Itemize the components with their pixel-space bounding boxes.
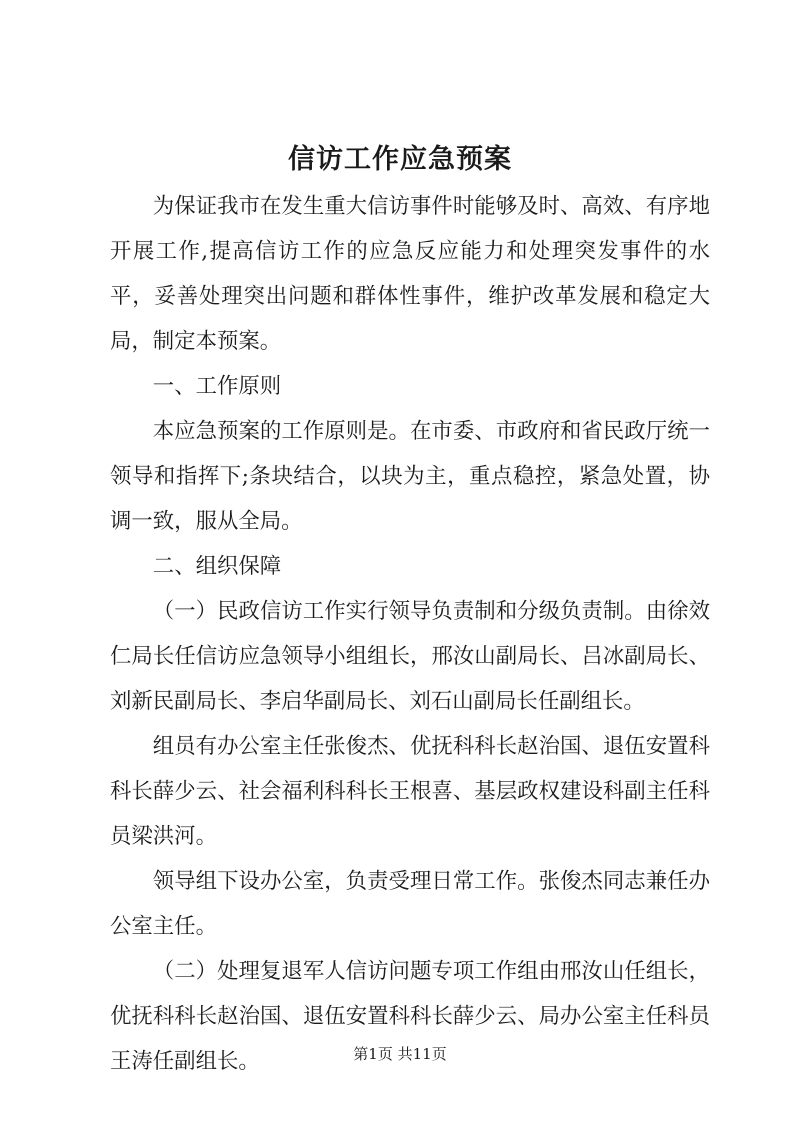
paragraph-principles: 本应急预案的工作原则是。在市委、市政府和省民政厅统一领导和指挥下;条块结合，以块为主，重点稳控，紧急处置，协调一致，服从全局。 — [110, 419, 710, 534]
paragraph-veterans-group: （二）处理复退军人信访问题专项工作组由邢汝山任组长，优抚科科长赵治国、退伍安置科科长薛少云、局办公室主任科员王涛任副组长。 — [110, 959, 710, 1074]
page-indicator: 第1页 共11页 — [353, 1045, 447, 1063]
document-body — [110, 184, 710, 1084]
document-title: 信访工作应急预案 — [288, 144, 512, 175]
section-heading-organization: 二、组织保障 — [152, 554, 282, 579]
paragraph-office: 领导组下设办公室，负责受理日常工作。张俊杰同志兼任办公室主任。 — [110, 869, 710, 939]
section-heading-principles: 一、工作原则 — [152, 374, 282, 399]
paragraph-leadership: （一）民政信访工作实行领导负责制和分级负责制。由徐效仁局长任信访应急领导小组组长，邢汝山副局长、吕冰副局长、刘新民副局长、李启华副局长、刘石山副局长任副组长。 — [110, 599, 710, 714]
paragraph-intro: 为保证我市在发生重大信访事件时能够及时、高效、有序地开展工作,提高信访工作的应急反应能力和处理突发事件的水平，妥善处理突出问题和群体性事件，维护改革发展和稳定大局，制定本预案。 — [110, 194, 710, 354]
paragraph-members: 组员有办公室主任张俊杰、优抚科科长赵治国、退伍安置科科长薛少云、社会福利科科长王根喜、基层政权建设科副主任科员梁洪河。 — [110, 734, 710, 849]
